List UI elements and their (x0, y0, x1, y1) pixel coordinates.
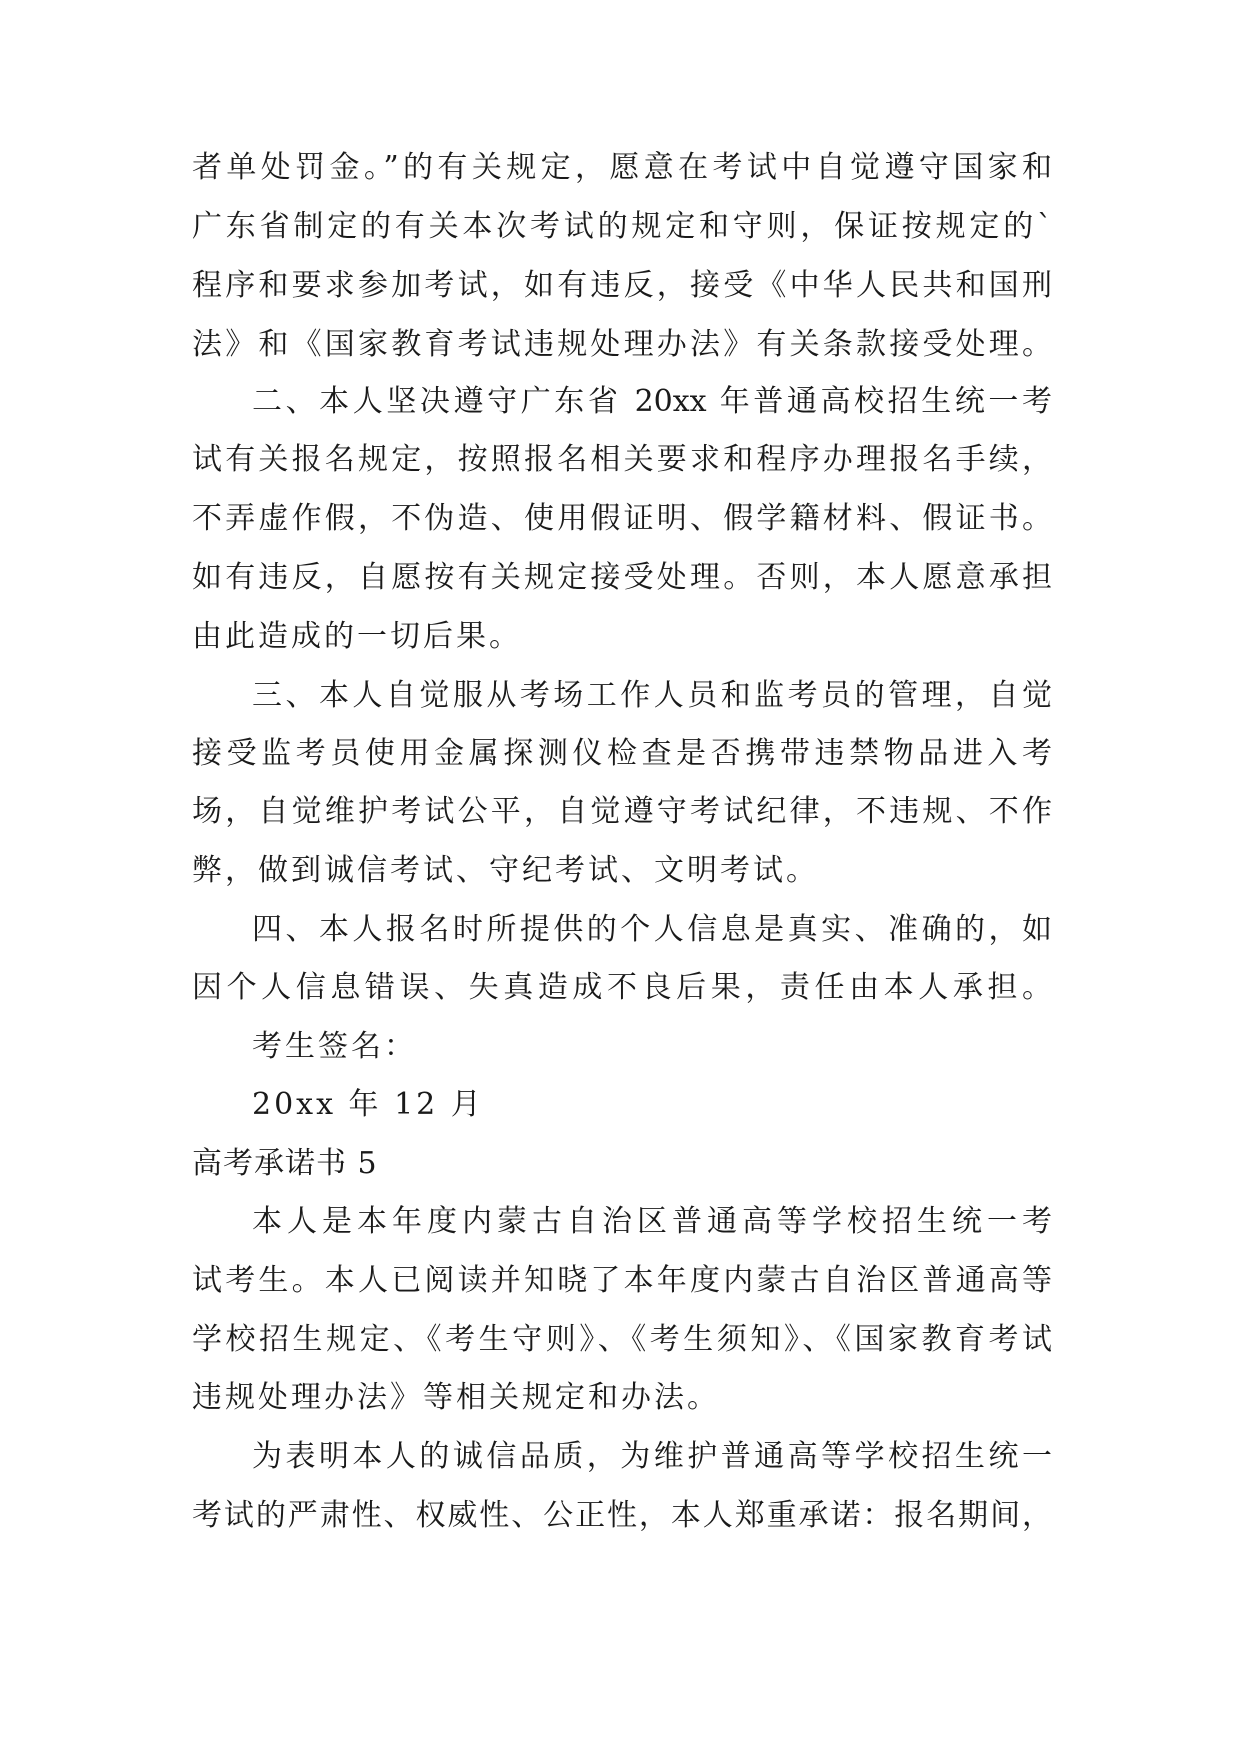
text-line: 违规处理办法》等相关规定和办法。 (192, 1380, 720, 1415)
paragraph-two-start: 二、本人坚决遵守广东省 20xx 年普通高校招生统一考 (252, 384, 1052, 419)
paragraph-four-start: 四、本人报名时所提供的个人信息是真实、准确的，如 (252, 912, 1052, 947)
text-line: 接受监考员使用金属探测仪检查是否携带违禁物品进入考 (192, 736, 1052, 771)
text-line: 者单处罚金。”的有关规定，愿意在考试中自觉遵守国家和 (192, 150, 1052, 185)
text-line: 因个人信息错误、失真造成不良后果，责任由本人承担。 (192, 970, 1052, 1005)
text-line: 学校招生规定、《考生守则》、《考生须知》、《国家教育考试 (192, 1322, 1052, 1357)
text-line: 试考生。本人已阅读并知晓了本年度内蒙古自治区普通高等 (192, 1263, 1052, 1298)
text-line: 弊，做到诚信考试、守纪考试、文明考试。 (192, 853, 819, 888)
text-line: 考试的严肃性、权威性、公正性，本人郑重承诺：报名期间， (192, 1498, 1052, 1533)
paragraph-start: 本人是本年度内蒙古自治区普通高等学校招生统一考 (252, 1204, 1052, 1239)
paragraph-start: 为表明本人的诚信品质，为维护普通高等学校招生统一 (252, 1439, 1052, 1474)
text-line: 不弄虚作假，不伪造、使用假证明、假学籍材料、假证书。 (192, 501, 1052, 536)
text-line: 程序和要求参加考试，如有违反，接受《中华人民共和国刑 (192, 268, 1052, 303)
paragraph-three-start: 三、本人自觉服从考场工作人员和监考员的管理，自觉 (252, 678, 1052, 713)
text-line: 试有关报名规定，按照报名相关要求和程序办理报名手续， (192, 442, 1052, 477)
text-line: 如有违反，自愿按有关规定接受处理。否则，本人愿意承担 (192, 560, 1052, 595)
text-line: 广东省制定的有关本次考试的规定和守则，保证按规定的` (192, 209, 1052, 244)
section-title: 高考承诺书 5 (192, 1146, 378, 1181)
text-line: 法》和《国家教育考试违规处理办法》有关条款接受处理。 (192, 327, 1052, 362)
text-line: 场，自觉维护考试公平，自觉遵守考试纪律，不违规、不作 (192, 794, 1052, 829)
signature-label: 考生签名： (252, 1029, 417, 1064)
date-line: 20xx 年 12 月 (252, 1087, 484, 1122)
text-line: 由此造成的一切后果。 (192, 619, 522, 654)
